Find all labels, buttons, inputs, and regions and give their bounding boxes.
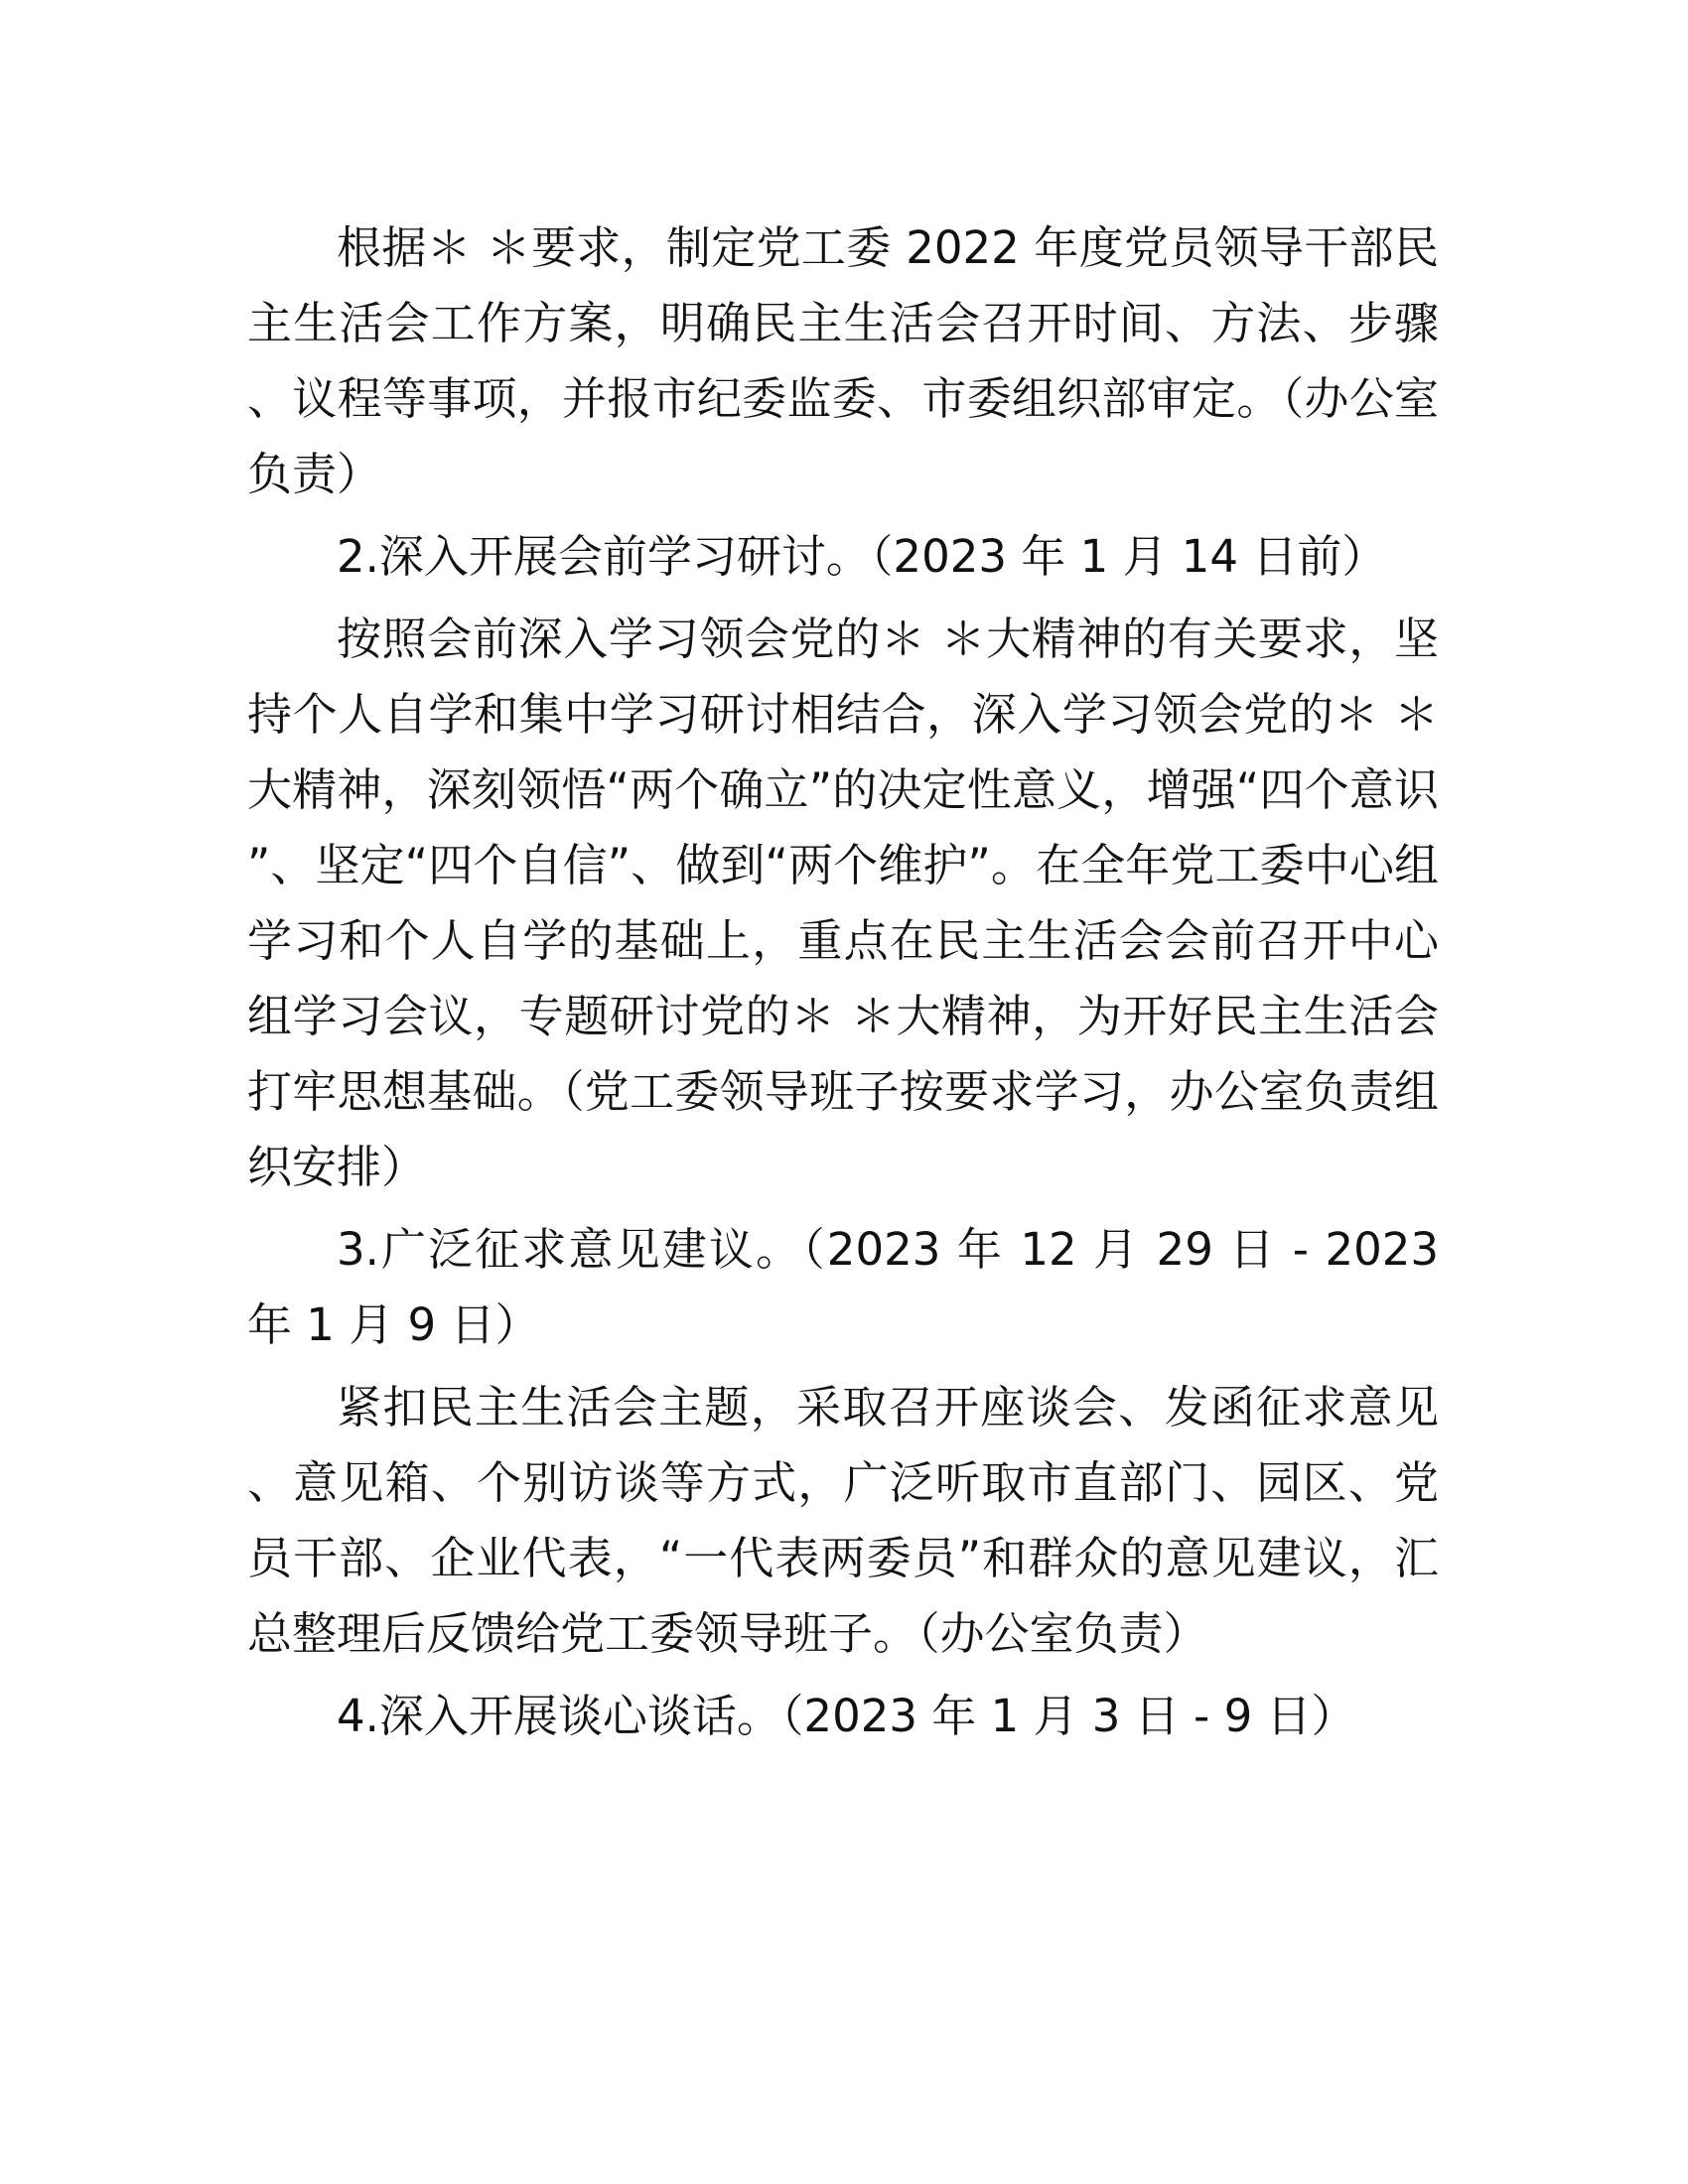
paragraph-work-plan: 根据＊ ＊要求，制定党工委 2022 年度党员领导干部民主生活会工作方案，明确民主生活会召开时间、方法、步骤、议程等事项，并报市纪委监委、市委组织部审定。（办公室负责）	[247, 221, 1439, 500]
heading-pre-meeting-study: 2.深入开展会前学习研讨。（2023 年 1 月 14 日前）	[337, 530, 1387, 583]
heading-heart-to-heart-talks: 4.深入开展谈心谈话。（2023 年 1 月 3 日 - 9 日）	[337, 1690, 1356, 1742]
paragraph-solicit-opinions: 紧扣民主生活会主题，采取召开座谈会、发函征求意见、意见箱、个别访谈等方式，广泛听取市直部门、园区、党员干部、企业代表，“一代表两委员”和群众的意见建议，汇总整理后反馈给党工委领导班子。（办公室负责）	[247, 1381, 1439, 1660]
document-body	[247, 210, 1439, 1761]
heading-solicit-opinions: 3.广泛征求意见建议。（2023 年 12 月 29 日 - 2023 年 1 月 9 日）	[247, 1223, 1439, 1351]
paragraph-pre-meeting-study: 按照会前深入学习领会党的＊ ＊大精神的有关要求，坚持个人自学和集中学习研讨相结合，深入学习领会党的＊ ＊大精神，深刻领悟“两个确立”的决定性意义，增强“四个意识”、坚定“四个自信”、做到“两个维护”。在全年党工委中心组学习和个人自学的基础上，重点在民主生活会会前召开中心组学习会议，专题研讨党的＊ ＊大精神，为开好民主生活会打牢思想基础。（党工委领导班子按要求学习，办公室负责组织安排）	[247, 613, 1439, 1193]
